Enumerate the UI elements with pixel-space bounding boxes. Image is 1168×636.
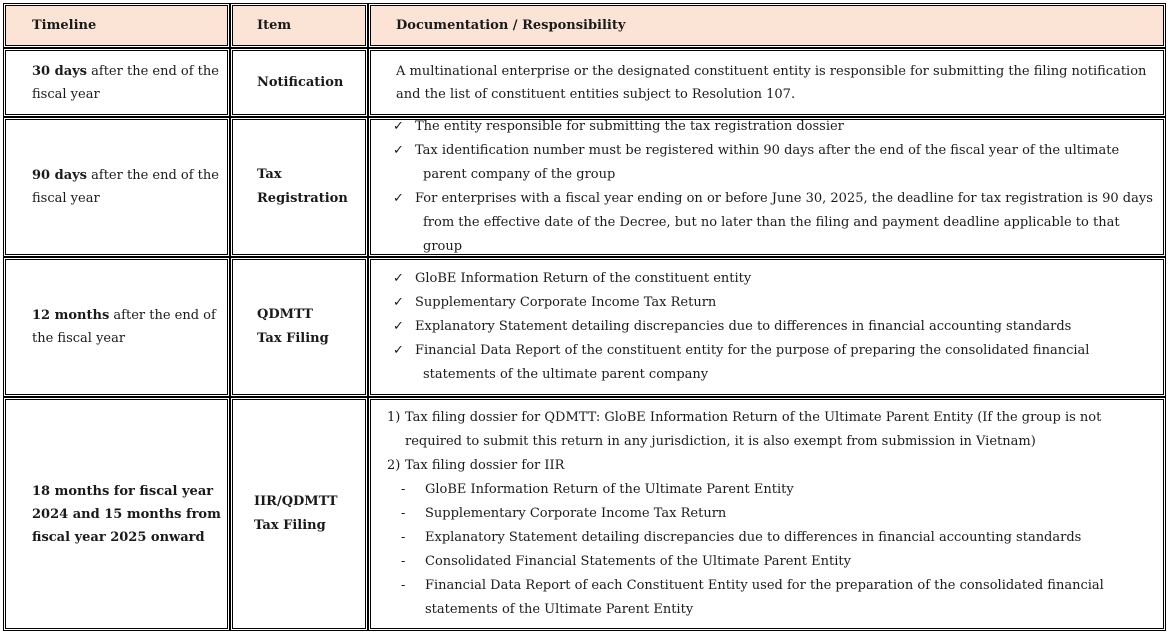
header-item: Item: [257, 18, 292, 33]
check-icon: ✓: [393, 343, 404, 358]
list-item: ✓ Supplementary Corporate Income Tax Return: [393, 291, 1159, 315]
check-icon: ✓: [393, 119, 404, 134]
check-icon: ✓: [393, 271, 404, 286]
header-responsibility: Documentation / Responsibility: [396, 18, 626, 33]
filing-timeline-table: [3, 3, 1166, 631]
table-row: [3, 48, 1166, 117]
item-cell: Tax Registration: [257, 167, 348, 206]
list-item: ✓ For enterprises with a fiscal year ending on or before June 30, 2025, the deadline for tax registration is 90 days from the effective date of the Decree, but no later than the filing and payment deadline applicable to that group: [393, 187, 1159, 259]
responsibility-checklist: [393, 115, 1161, 259]
check-icon: ✓: [393, 319, 404, 334]
list-item: 1) Tax filing dossier for QDMTT: GloBE Information Return of the Ultimate Parent Entity (If the group is not required to submit this return in any jurisdiction, it is also exempt from submission in Vietnam): [387, 410, 1102, 449]
item-cell: Notification: [257, 74, 344, 90]
list-item: - GloBE Information Return of the Ultimate Parent Entity: [401, 482, 794, 497]
check-icon: ✓: [393, 295, 404, 310]
item-cell: IIR/QDMTT Tax Filing: [254, 494, 338, 533]
list-item: ✓ GloBE Information Return of the constituent entity: [393, 267, 1159, 291]
timeline-cell: 30 days after the end of the fiscal year: [32, 63, 219, 102]
iir-dossier-sublist: [387, 478, 1159, 622]
list-item: - Explanatory Statement detailing discrepancies due to differences in financial accounting standards: [401, 530, 1082, 545]
check-icon: ✓: [393, 143, 404, 158]
table-row: [3, 117, 1166, 257]
table-row: [3, 397, 1166, 631]
list-item: ✓ The entity responsible for submitting the tax registration dossier: [393, 115, 1159, 139]
list-item: ✓ Tax identification number must be registered within 90 days after the end of the fiscal year of the ultimate parent company of the group: [393, 139, 1159, 187]
responsibility-numbered-list: [387, 406, 1161, 622]
table-header-row: [3, 3, 1166, 48]
timeline-cell: 12 months after the end of the fiscal year: [32, 308, 216, 346]
check-icon: ✓: [393, 191, 404, 206]
responsibility-checklist: [393, 267, 1161, 387]
responsibility-cell: A multinational enterprise or the designated constituent entity is responsible for submitting the filing notification and the list of constituent entities subject to Resolution 107.: [396, 63, 1147, 102]
timeline-cell: 90 days after the end of the fiscal year: [32, 168, 219, 206]
list-item: - Financial Data Report of each Constituent Entity used for the preparation of the consolidated financial statements of the Ultimate Parent Entity: [401, 578, 1104, 617]
list-item: ✓ Explanatory Statement detailing discrepancies due to differences in financial accounting standards: [393, 315, 1159, 339]
table-row: [3, 257, 1166, 397]
list-item: ✓ Financial Data Report of the constituent entity for the purpose of preparing the consolidated financial statements of the ultimate parent company: [393, 339, 1159, 387]
item-cell: QDMTT Tax Filing: [257, 307, 329, 346]
list-item: - Consolidated Financial Statements of the Ultimate Parent Entity: [401, 554, 851, 569]
header-timeline: Timeline: [32, 18, 97, 33]
list-item: 2) Tax filing dossier for IIR - GloBE Information Return of the Ultimate Parent Entity - Supplementary Corporate Income Tax Return - Explanatory Statement detailing discrepancies due to differences in financial accounting standards - Consolidated Financial Statements of the Ultimate Parent Entity - Financial Data Report of each Constituent Entity used for the preparation of the consolidated financial statements of the Ultimate Parent Entity: [387, 454, 1159, 622]
timeline-cell: 18 months for fiscal year 2024 and 15 months from fiscal year 2025 onward: [32, 483, 221, 545]
list-item: - Supplementary Corporate Income Tax Return: [401, 506, 727, 521]
